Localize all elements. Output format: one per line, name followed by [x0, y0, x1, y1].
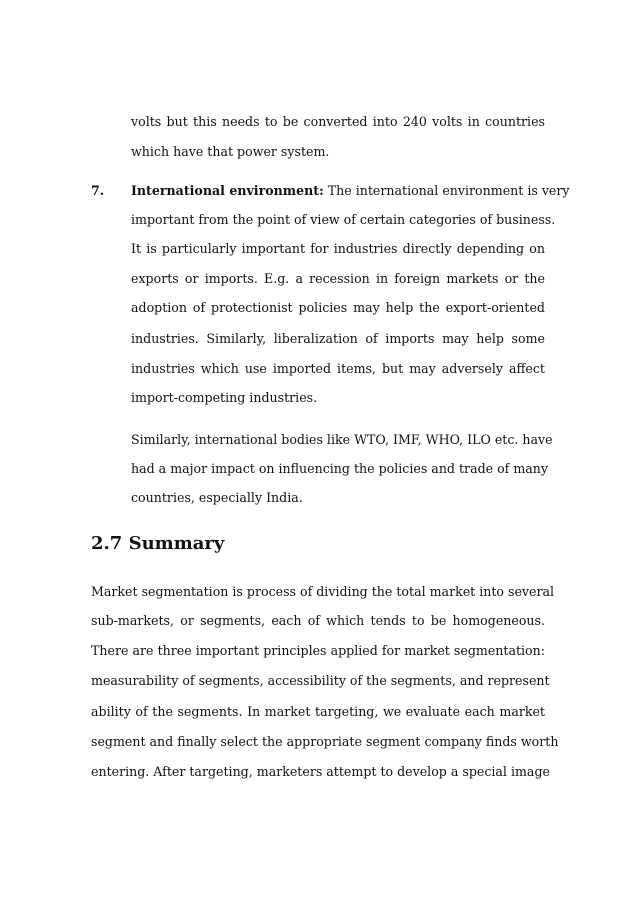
- item7-term: International environment:: [131, 183, 324, 198]
- item7-line: It is particularly important for industries directly depending on: [131, 241, 545, 256]
- summary-line: There are three important principles applied for market segmentation:: [91, 643, 545, 658]
- item7-para2-line: Similarly, international bodies like WTO, IMF, WHO, ILO etc. have: [131, 432, 553, 447]
- summary-line: segment and finally select the appropriate segment company finds worth: [91, 734, 559, 749]
- item7-line: industries which use imported items, but may adversely affect: [131, 361, 545, 376]
- section-heading: 2.7 Summary: [91, 533, 225, 554]
- item7-para2-line: had a major impact on influencing the policies and trade of many: [131, 461, 549, 476]
- list-item-number: 7.: [91, 183, 105, 198]
- item7-line: industries. Similarly, liberalization of imports may help some: [131, 331, 545, 346]
- item7-first-line: [131, 183, 570, 199]
- item7-line: important from the point of view of certain categories of business.: [131, 212, 556, 227]
- summary-line: sub-markets, or segments, each of which tends to be homogeneous.: [91, 613, 545, 628]
- summary-line: measurability of segments, accessibility of the segments, and represent: [91, 673, 550, 688]
- summary-line: Market segmentation is process of dividing the total market into several: [91, 584, 555, 599]
- item7-line: import-competing industries.: [131, 390, 318, 405]
- item7-line: adoption of protectionist policies may help the export-oriented: [131, 300, 545, 315]
- summary-line: entering. After targeting, marketers attempt to develop a special image: [91, 764, 550, 779]
- summary-line: ability of the segments. In market targeting, we evaluate each market: [91, 704, 545, 719]
- continuation-line-2: which have that power system.: [131, 144, 330, 159]
- continuation-line-1: volts but this needs to be converted into 240 volts in countries: [131, 114, 545, 129]
- item7-para2-line: countries, especially India.: [131, 490, 303, 505]
- item7-line: exports or imports. E.g. a recession in foreign markets or the: [131, 271, 545, 286]
- item7-first-line-rest: The international environment is very: [323, 183, 570, 198]
